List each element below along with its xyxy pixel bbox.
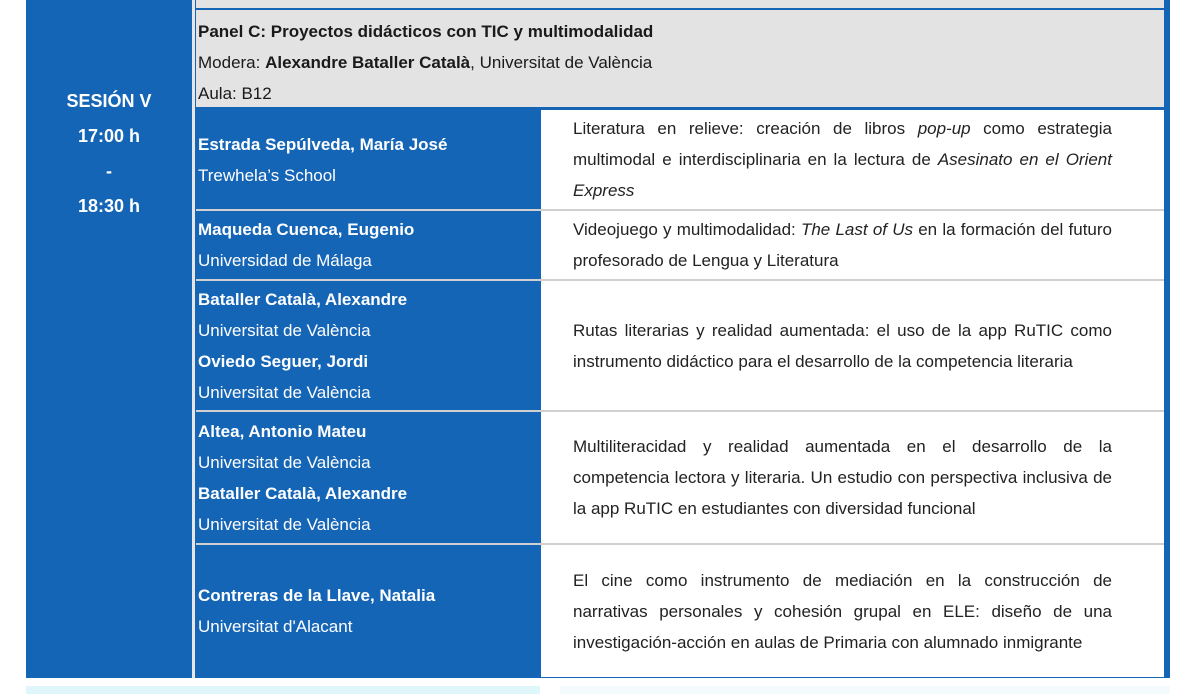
table-row [196,110,1164,209]
authors-cell [196,545,539,677]
moderator-affiliation: , Universitat de València [470,53,653,72]
table-row [196,412,1164,543]
next-row-strip [26,686,540,694]
author-name: Bataller Català, Alexandre [198,483,408,503]
author-affiliation: Trewhela’s School [198,165,336,185]
paper-title: El cine como instrumento de mediación en la construcción de narrativas personales y cohesión grupal en ELE: diseño de una investigación-acción en aulas de Primaria con alumnado inmigrante [573,570,1112,652]
session-info [26,84,192,224]
author-name: Altea, Antonio Mateu [198,421,367,441]
session-start-time: 17:00 h [77,126,141,146]
moderator-prefix: Modera: [198,53,266,72]
author-affiliation: Universitat de València [198,514,371,534]
panel-title: Panel C: Proyectos didácticos con TIC y multimodalidad [198,22,654,41]
session-label: SESIÓN V [66,91,152,111]
next-row-strip-right [560,686,1170,694]
title-cell [541,412,1164,543]
title-cell [541,281,1164,410]
column-divider [192,0,195,678]
author-affiliation: Universidad de Málaga [198,251,372,270]
title-cell [541,110,1164,209]
authors-cell [196,281,539,410]
paper-title [573,113,1112,206]
authors-cell [196,110,539,209]
title-part-italic: pop-up [917,119,971,138]
author-affiliation: Universitat de València [198,320,371,340]
paper-title [573,214,1112,276]
title-part-italic: Asesinato en el Orient Express [573,150,1112,200]
title-part: como estrategia multimodal e interdisciplinaria en la lectura de [573,119,1112,169]
authors-cell [196,412,539,543]
title-part-italic: The Last of Us [800,220,913,239]
author-affiliation: Universitat de València [198,382,371,402]
title-part: en la formación del futuro profesorado de Lengua y Literatura [573,220,1112,270]
author-affiliation: Universitat de València [198,452,371,472]
author-name: Oviedo Seguer, Jordi [198,351,369,371]
session-end-time: 18:30 h [77,196,141,216]
author-name: Bataller Català, Alexandre [198,289,408,309]
paper-title: Multiliteracidad y realidad aumentada en el desarrollo de la competencia lectora y literaria. Un estudio con perspectiva inclusiva de la app RuTIC en estudiantes con diversidad funcional [573,437,1112,518]
author-name: Maqueda Cuenca, Eugenio [198,220,415,239]
moderator-name: Alexandre Bataller Català [265,53,471,72]
table-row [196,211,1164,279]
table-row [196,545,1164,677]
panel-room: Aula: B12 [198,84,272,103]
previous-row-strip [196,0,1164,8]
author-name: Contreras de la Llave, Natalia [198,586,436,605]
title-cell [541,545,1164,677]
paper-title: Rutas literarias y realidad aumentada: el uso de la app RuTIC como instrumento didáctico para el desarrollo de la competencia literaria [573,320,1112,371]
session-dash: - [106,161,112,181]
title-cell [541,211,1164,279]
title-part: Literatura en relieve: creación de libros [573,119,918,138]
authors-cell [196,211,539,279]
title-part: Videojuego y multimodalidad: [573,220,801,239]
panel-moderator [198,47,1164,78]
table-row [196,281,1164,410]
panel-header [196,10,1164,107]
author-name: Estrada Sepúlveda, María José [198,134,448,154]
author-affiliation: Universitat d'Alacant [198,617,353,636]
